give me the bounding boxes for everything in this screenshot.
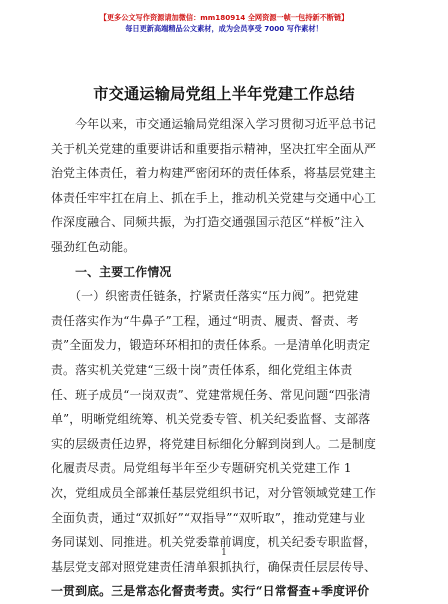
document-title: 市交通运输局党组上半年党建工作总结 [93, 85, 355, 103]
paragraph-line: 体责任牢牢扛在肩上、抓在手上，推动机关党建与交通中心工 [51, 190, 377, 205]
paragraph-line: 务同谋划、同推进。机关党委靠前调度，机关纪委专职监督， [51, 535, 377, 550]
page-number: 1 [221, 548, 227, 558]
paragraph-line: 化履责尽责。局党组每半年至少专题研究机关党建工作 1 [51, 461, 352, 476]
paragraph-line: 实的层级责任边界，将党建目标细化分解到岗到人。二是制度 [51, 436, 377, 451]
promo-banner-line-2: 每日更新高端精品公文素材，成为会员享受 7000 写作素材！ [125, 24, 323, 33]
paragraph-line: 责任落实作为“牛鼻子”工程，通过“明责、履责、督责、考 [51, 313, 359, 328]
paragraph-line: 关于机关党建的重要讲话和重要指示精神，坚决扛牢全面从严 [51, 141, 377, 156]
promo-banner-line-1: 【更多公文写作资源请加微信：mm180914 全网资源一帧一包持新不断链】 [99, 13, 349, 22]
paragraph-line: 基层党支部对照党建责任清单狠抓执行，确保责任层层传导、 [51, 559, 377, 574]
paragraph-line: 一贯到底。三是常态化督责考责。实行“日常督查+季度评价 [51, 584, 370, 599]
paragraph-line: 任、班子成员“一岗双责”、党建常规任务、常见问题“四张清 [51, 387, 371, 402]
paragraph-line: 责”全面发力，锻造环环相扣的责任体系。一是清单化明责定 [51, 338, 371, 353]
paragraph-line: 单”，明晰党组统筹、机关党委专管、机关纪委监督、支部落 [51, 412, 371, 427]
paragraph-line: 全面负责，通过“双抓好”“双指导”“双听取”，推动党建与业 [51, 510, 366, 525]
paragraph-line: 次，党组成员全部兼任基层党组织书记，对分管领域党建工作 [51, 485, 377, 500]
paragraph-line: 今年以来，市交通运输局党组深入学习贯彻习近平总书记 [51, 117, 377, 131]
paragraph-line: 作深度融合、同频共振，为打造交通强国示范区“样板”注入 [51, 215, 365, 230]
paragraph-line: 强劲红色动能。 [51, 239, 136, 254]
document-body [51, 112, 401, 604]
promo-banner [0, 12, 448, 34]
paragraph-line: 责。落实机关党建“三级十岗”责任体系，细化党组主体责 [51, 362, 353, 377]
section-heading: 一、主要工作情况 [51, 264, 172, 279]
paragraph-line: 治党主体责任，着力构建严密闭环的责任体系，将基层党建主 [51, 166, 377, 181]
paragraph-line: （一）织密责任链条，拧紧责任落实“压力阀”。把党建 [51, 289, 359, 304]
